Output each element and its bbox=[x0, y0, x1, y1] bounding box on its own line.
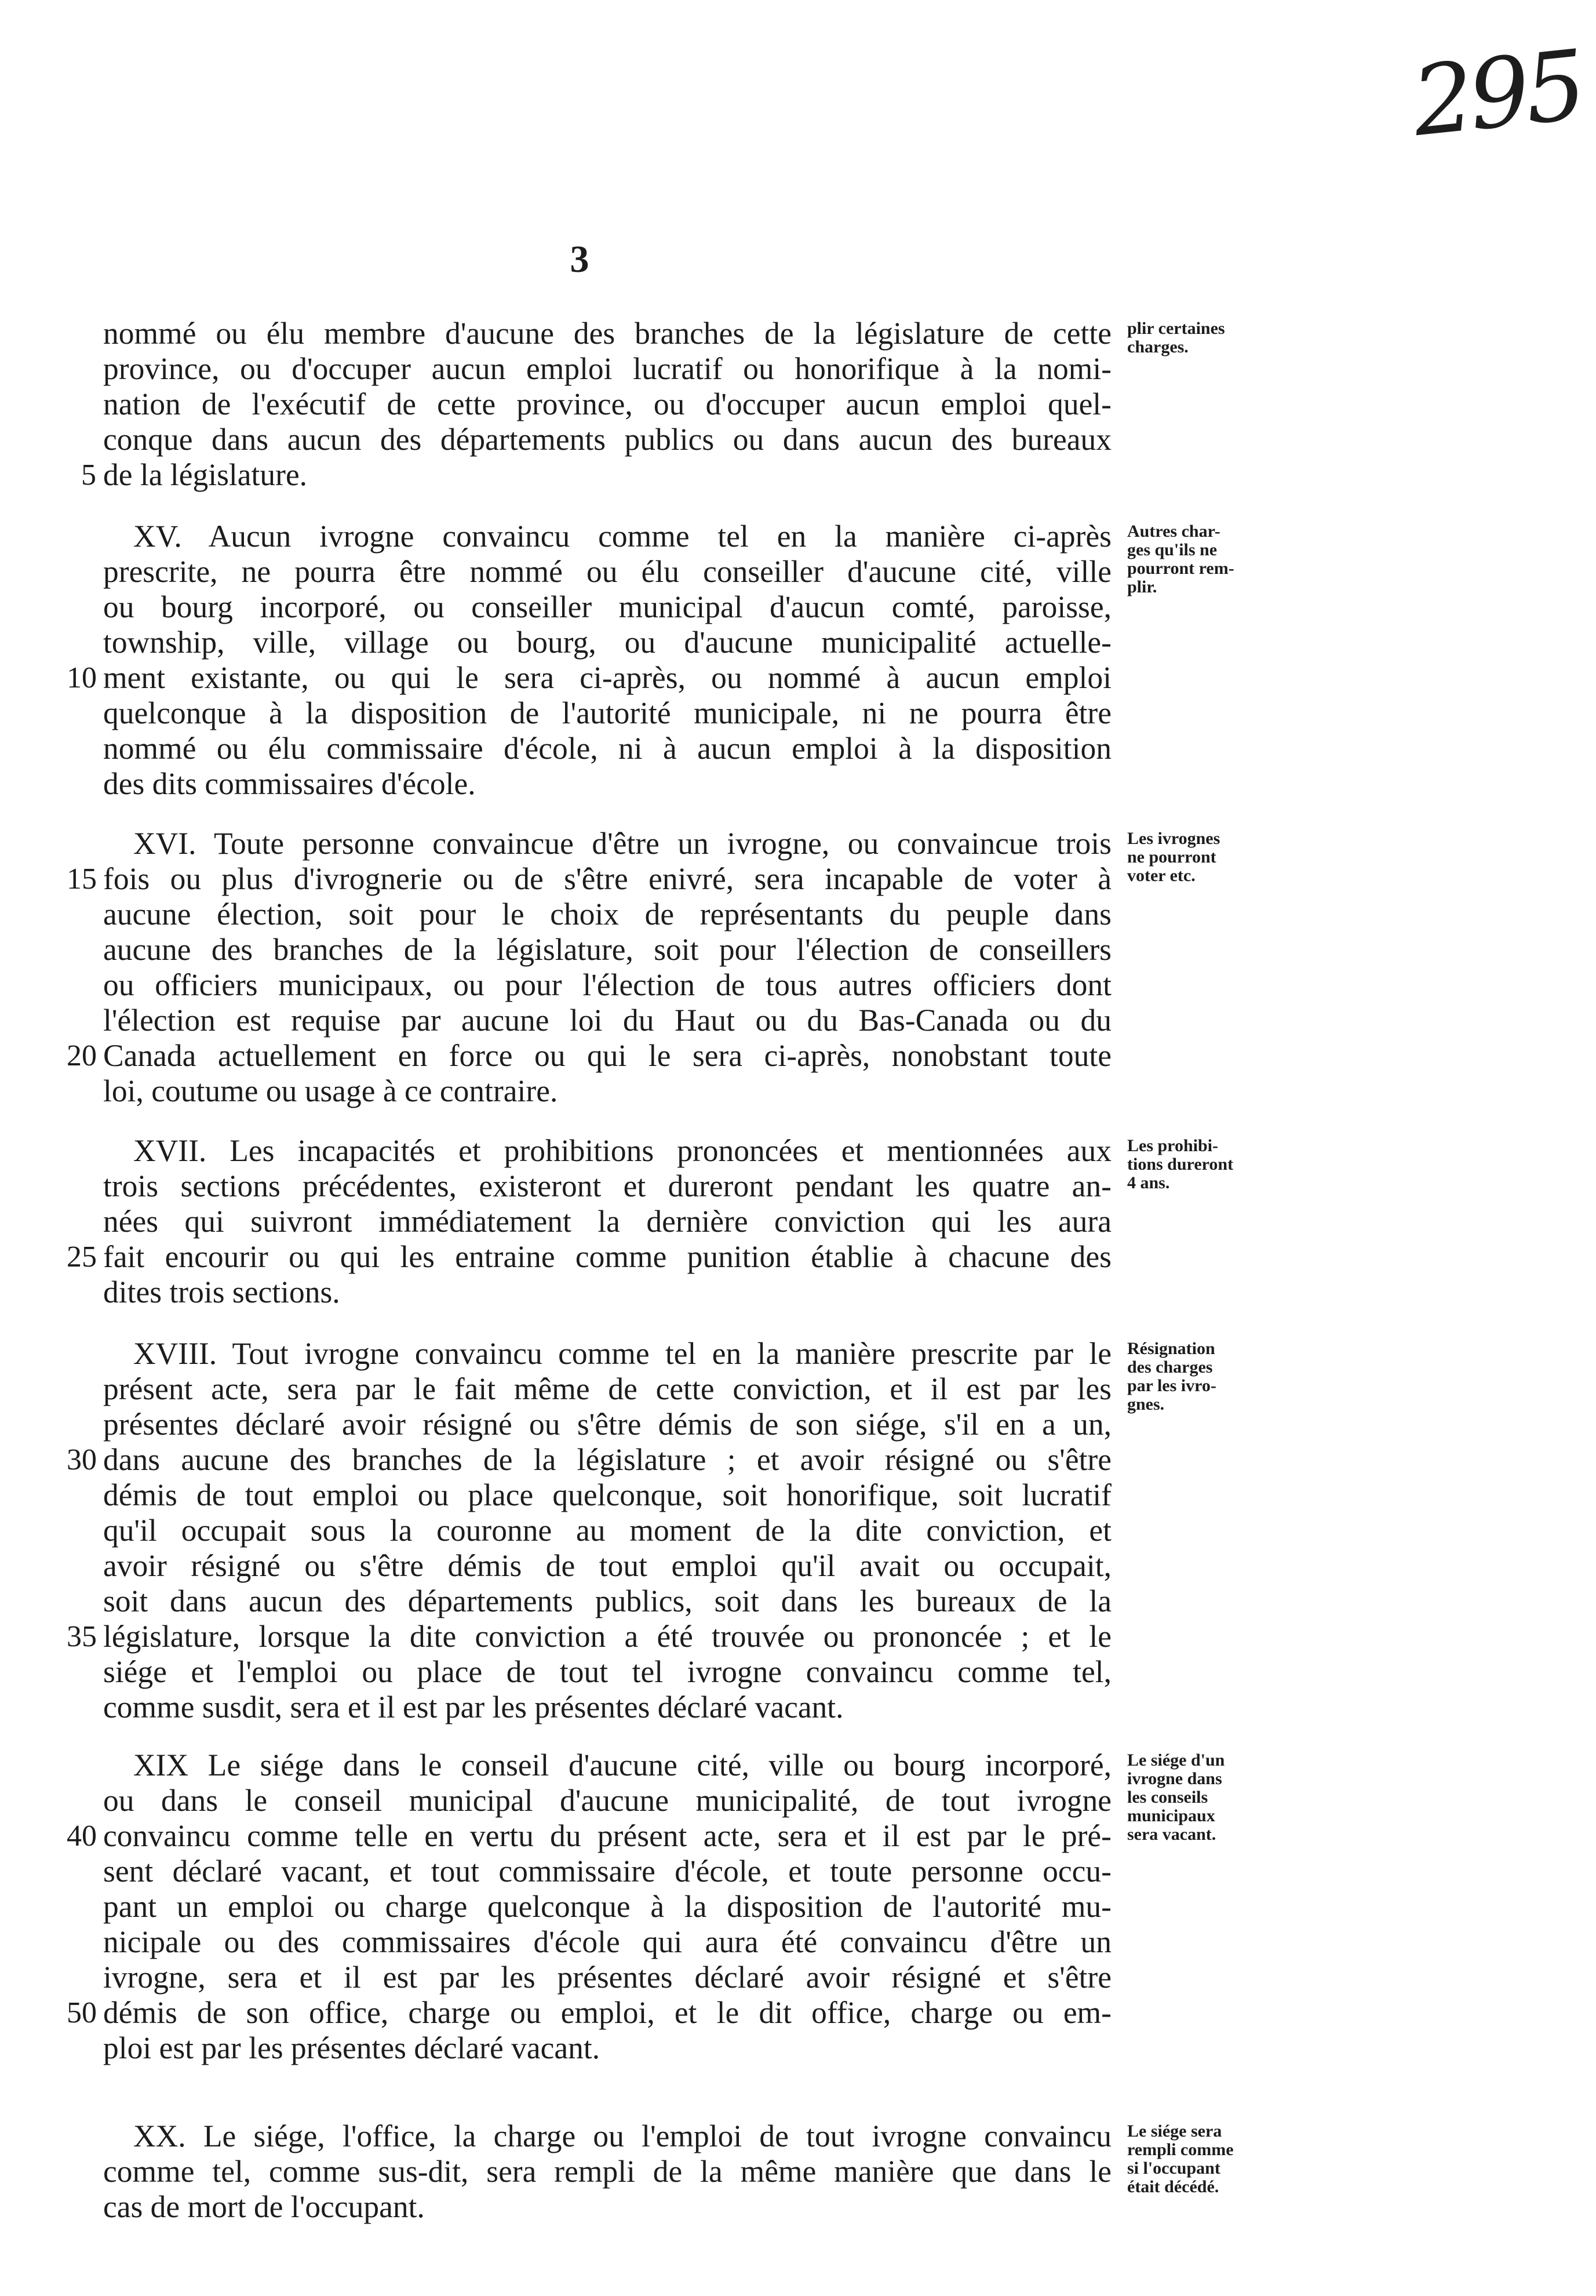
text-line: aucune élection, soit pour le choix de représentants du peuple dans bbox=[103, 897, 1112, 932]
text-line: soit dans aucun des départements publics, soit dans les bureaux de la bbox=[103, 1584, 1112, 1618]
margin-note bbox=[1127, 1751, 1284, 1844]
margin-note-line: par les ivro- bbox=[1127, 1376, 1216, 1395]
text-line: XVIII. Tout ivrogne convaincu comme tel en la manière prescrite par le bbox=[133, 1336, 1112, 1371]
text-line: l'élection est requise par aucune loi du Haut ou du Bas-Canada ou du bbox=[103, 1003, 1112, 1038]
margin-note-line: gnes. bbox=[1127, 1395, 1165, 1414]
margin-note-line: ivrogne dans bbox=[1127, 1769, 1222, 1788]
text-line: quelconque à la disposition de l'autorité municipale, ni ne pourra être bbox=[103, 696, 1112, 730]
margin-note-line: Le siége sera bbox=[1127, 2122, 1222, 2141]
text-line: conque dans aucun des départements publics ou dans aucun des bureaux bbox=[103, 422, 1112, 457]
paragraph bbox=[103, 826, 1112, 1109]
text-line: XIX Le siége dans le conseil d'aucune cité, ville ou bourg incorporé, bbox=[133, 1748, 1112, 1782]
line-number: 25 bbox=[67, 1240, 97, 1273]
text-line: comme tel, comme sus-dit, sera rempli de la même manière que dans le bbox=[103, 2154, 1112, 2189]
paragraph bbox=[103, 1133, 1112, 1310]
margin-note-line: 4 ans. bbox=[1127, 1173, 1170, 1192]
text-line: nommé ou élu commissaire d'école, ni à aucun emploi à la disposition bbox=[103, 731, 1112, 766]
margin-note-line: Autres char- bbox=[1127, 522, 1220, 541]
text-line: convaincu comme telle en vertu du présent acte, sera et il est par le pré- bbox=[103, 1818, 1112, 1853]
margin-note-line: Résignation bbox=[1127, 1339, 1215, 1358]
text-line: législature, lorsque la dite conviction a été trouvée ou prononcée ; et le bbox=[103, 1619, 1112, 1654]
margin-note-line: Les prohibi- bbox=[1127, 1136, 1218, 1155]
text-line: nées qui suivront immédiatement la dernière conviction qui les aura bbox=[103, 1204, 1112, 1239]
line-number: 20 bbox=[67, 1039, 97, 1072]
margin-note-line: ges qu'ils ne bbox=[1127, 540, 1218, 559]
text-line: prescrite, ne pourra être nommé ou élu conseiller d'aucune cité, ville bbox=[103, 554, 1112, 589]
line-number: 10 bbox=[67, 661, 97, 694]
margin-note-line: Les ivrognes bbox=[1127, 829, 1220, 848]
text-line: XV. Aucun ivrogne convaincu comme tel en la manière ci-après bbox=[133, 519, 1112, 554]
margin-note-line: si l'occupant bbox=[1127, 2159, 1220, 2178]
text-line: province, ou d'occuper aucun emploi lucratif ou honorifique à la nomi- bbox=[103, 351, 1112, 386]
line-number: 30 bbox=[67, 1443, 97, 1476]
text-line: démis de tout emploi ou place quelconque, soit honorifique, soit lucratif bbox=[103, 1478, 1112, 1512]
margin-note-line: Le siége d'un bbox=[1127, 1751, 1225, 1770]
text-line: ivrogne, sera et il est par les présentes déclaré avoir résigné et s'être bbox=[103, 1960, 1112, 1995]
text-line: des dits commissaires d'école. bbox=[103, 766, 476, 801]
text-line: XVII. Les incapacités et prohibitions prononcées et mentionnées aux bbox=[133, 1133, 1112, 1168]
paragraph bbox=[103, 519, 1112, 802]
handwritten-folio-number: 295 bbox=[1407, 29, 1587, 158]
margin-note-line: ne pourront bbox=[1127, 847, 1216, 867]
margin-note-line: voter etc. bbox=[1127, 866, 1196, 885]
line-number: 50 bbox=[67, 1996, 97, 2029]
text-line: pant un emploi ou charge quelconque à la disposition de l'autorité mu- bbox=[103, 1889, 1112, 1924]
text-line: nommé ou élu membre d'aucune des branches de la législature de cette bbox=[103, 316, 1112, 351]
text-line: XX. Le siége, l'office, la charge ou l'emploi de tout ivrogne convaincu bbox=[133, 2119, 1112, 2153]
margin-note bbox=[1127, 319, 1284, 356]
margin-note bbox=[1127, 1137, 1284, 1192]
text-line: sent déclaré vacant, et tout commissaire d'école, et toute personne occu- bbox=[103, 1854, 1112, 1889]
text-line: dites trois sections. bbox=[103, 1275, 340, 1309]
text-line: démis de son office, charge ou emploi, et le dit office, charge ou em- bbox=[103, 1995, 1112, 2030]
text-line: qu'il occupait sous la couronne au moment de la dite conviction, et bbox=[103, 1513, 1112, 1548]
margin-note-line: tions dureront bbox=[1127, 1155, 1234, 1174]
paragraph bbox=[103, 2119, 1112, 2225]
text-line: de la législature. bbox=[103, 457, 308, 492]
text-line: XVI. Toute personne convaincue d'être un ivrogne, ou convaincue trois bbox=[133, 826, 1112, 861]
text-line: nation de l'exécutif de cette province, ou d'occuper aucun emploi quel- bbox=[103, 387, 1112, 421]
text-line: ou bourg incorporé, ou conseiller municipal d'aucun comté, paroisse, bbox=[103, 590, 1112, 624]
text-line: township, ville, village ou bourg, ou d'aucune municipalité actuelle- bbox=[103, 625, 1112, 660]
line-number: 40 bbox=[67, 1820, 97, 1853]
text-line: Canada actuellement en force ou qui le sera ci-après, nonobstant toute bbox=[103, 1038, 1112, 1073]
text-line: présent acte, sera par le fait même de cette conviction, et il est par les bbox=[103, 1371, 1112, 1406]
text-line: nicipale ou des commissaires d'école qui aura été convaincu d'être un bbox=[103, 1924, 1112, 1959]
line-number: 5 bbox=[81, 459, 96, 492]
paragraph bbox=[103, 1748, 1112, 2066]
text-line: siége et l'emploi ou place de tout tel ivrogne convaincu comme tel, bbox=[103, 1654, 1112, 1689]
margin-note-line: rempli comme bbox=[1127, 2140, 1234, 2159]
line-number: 35 bbox=[67, 1620, 97, 1653]
paragraph bbox=[103, 1336, 1112, 1725]
text-line: dans aucune des branches de la législature ; et avoir résigné ou s'être bbox=[103, 1442, 1112, 1477]
text-line: cas de mort de l'occupant. bbox=[103, 2189, 425, 2224]
text-line: loi, coutume ou usage à ce contraire. bbox=[103, 1074, 558, 1108]
text-line: présentes déclaré avoir résigné ou s'être démis de son siége, s'il en a un, bbox=[103, 1407, 1112, 1442]
text-line: fait encourir ou qui les entraine comme punition établie à chacune des bbox=[103, 1239, 1112, 1274]
text-line: trois sections précédentes, existeront et dureront pendant les quatre an- bbox=[103, 1169, 1112, 1203]
text-line: ploi est par les présentes déclaré vacant. bbox=[103, 2031, 600, 2065]
margin-note-line: sera vacant. bbox=[1127, 1825, 1216, 1844]
margin-note-line: municipaux bbox=[1127, 1806, 1215, 1825]
paragraph bbox=[103, 316, 1112, 493]
page-number: 3 bbox=[570, 238, 589, 281]
text-line: avoir résigné ou s'être démis de tout emploi qu'il avait ou occupait, bbox=[103, 1548, 1112, 1583]
margin-note-line: était décédé. bbox=[1127, 2177, 1219, 2196]
text-line: comme susdit, sera et il est par les présentes déclaré vacant. bbox=[103, 1690, 844, 1724]
margin-note-line: plir. bbox=[1127, 577, 1157, 596]
line-number: 15 bbox=[67, 863, 97, 896]
margin-note-line: les conseils bbox=[1127, 1788, 1208, 1807]
text-line: ment existante, ou qui le sera ci-après, ou nommé à aucun emploi bbox=[103, 660, 1112, 695]
margin-note bbox=[1127, 2122, 1284, 2196]
margin-note bbox=[1127, 522, 1284, 596]
margin-note-line: pourront rem- bbox=[1127, 559, 1234, 578]
margin-note-line: des charges bbox=[1127, 1358, 1213, 1377]
text-line: ou officiers municipaux, ou pour l'élection de tous autres officiers dont bbox=[103, 967, 1112, 1002]
text-line: ou dans le conseil municipal d'aucune municipalité, de tout ivrogne bbox=[103, 1783, 1112, 1818]
margin-note bbox=[1127, 1340, 1284, 1414]
text-line: aucune des branches de la législature, soit pour l'élection de conseillers bbox=[103, 932, 1112, 967]
margin-note-line: plir certaines bbox=[1127, 319, 1225, 338]
margin-note bbox=[1127, 829, 1284, 885]
margin-note-line: charges. bbox=[1127, 337, 1189, 356]
text-line: fois ou plus d'ivrognerie ou de s'être enivré, sera incapable de voter à bbox=[103, 861, 1112, 896]
